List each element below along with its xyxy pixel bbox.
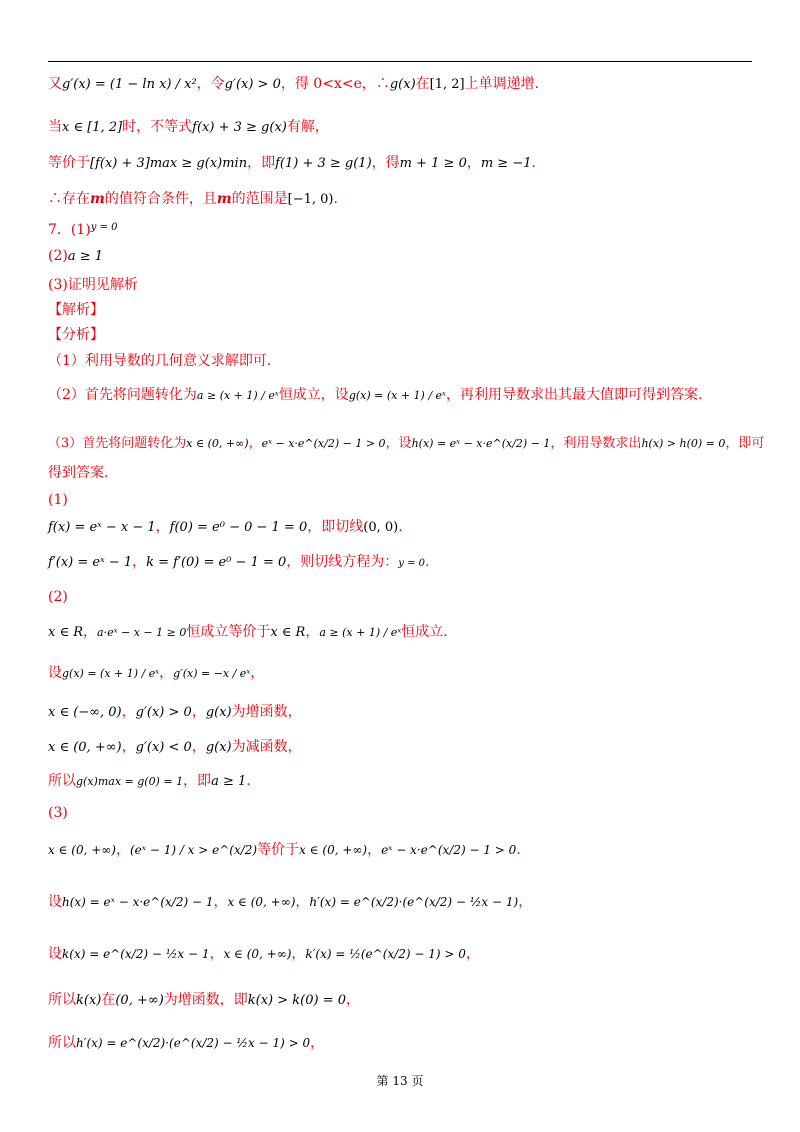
line-14: (1) — [48, 492, 68, 508]
line-22: 所以g(x)max = g(0) = 1，即a ≥ 1. — [48, 773, 251, 789]
formula: k′(x) = ½(e^(x/2) − 1) > 0 — [305, 947, 466, 961]
formula: x ∈ (0, +∞) — [223, 947, 292, 961]
formula: x ∈ (−∞, 0) — [48, 705, 122, 720]
line-11: （2）首先将问题转化为a ≥ (x + 1) / eˣ恒成立，设g(x) = (x + 1) / eˣ，再利用导数求出其最大值即可得到答案. — [48, 387, 703, 403]
line-3: 等价于[f(x) + 3]max ≥ g(x)min，即f(1) + 3 ≥ g(1)，得m + 1 ≥ 0，m ≥ −1. — [48, 155, 536, 171]
line-17: (2) — [48, 589, 68, 605]
formula: h′(x) = e^(x/2)·(e^(x/2) − ½x − 1) > 0 — [76, 1036, 311, 1050]
formula: h(x) = eˣ − x·e^(x/2) − 1 — [411, 437, 551, 450]
line-5: 7．$(1)^{y = 0}$ — [48, 222, 118, 238]
line-4: ∴存在m的值符合条件，且m的范围是[−1, 0). — [48, 191, 338, 207]
formula: g′(x) > 0 — [224, 77, 281, 92]
formula: h(x) = eˣ − x·e^(x/2) − 1 — [62, 895, 214, 909]
formula: a ≥ 1 — [211, 774, 247, 789]
line-18: x ∈ R，a·eˣ − x − 1 ≥ 0恒成立等价于x ∈ R，a ≥ (x + 1) / eˣ恒成立. — [48, 624, 448, 640]
formula: f(x) + 3 ≥ g(x) — [192, 120, 287, 135]
line-1: 又g′(x) = (1 − ln x) / x²，令g′(x) > 0，得 0<x<e，∴g(x)在[1, 2]上单调递增. — [48, 76, 540, 92]
formula: [f(x) + 3]max ≥ g(x)min — [90, 156, 248, 171]
formula: eˣ − x·e^(x/2) − 1 > 0 — [381, 843, 517, 857]
line-25: 设h(x) = eˣ − x·e^(x/2) − 1，x ∈ (0, +∞)，h′(x) = e^(x/2)·(e^(x/2) − ½x − 1)， — [48, 894, 533, 910]
formula: [−1, 0) — [287, 192, 334, 207]
formula: a·eˣ − x − 1 ≥ 0 — [97, 626, 187, 639]
line-9: 【分析】 — [48, 327, 104, 343]
formula: (eˣ − 1) / x > e^(x/2) — [129, 843, 258, 857]
formula: [1, 2] — [429, 77, 465, 92]
formula: (0, +∞) — [115, 993, 164, 1008]
line-7: (3)证明见解析 — [48, 277, 138, 293]
formula: k(x) — [76, 993, 102, 1008]
formula: x ∈ (0, +∞) — [48, 843, 116, 857]
formula: g(x) — [389, 77, 416, 92]
line-26: 设k(x) = e^(x/2) − ½x − 1，x ∈ (0, +∞)，k′(x) = ½(e^(x/2) − 1) > 0， — [48, 946, 480, 962]
formula: g(x) — [205, 740, 232, 755]
formula: h′(x) = e^(x/2)·(e^(x/2) − ½x − 1) — [309, 895, 519, 909]
line-16: f′(x) = eˣ − 1，k = f′(0) = e⁰ − 1 = 0，则切线方程为：y = 0. — [48, 554, 430, 570]
line-19: 设g(x) = (x + 1) / eˣ，g′(x) = −x / eˣ， — [48, 665, 265, 681]
formula: g′(x) = −x / eˣ — [173, 667, 251, 680]
formula: x ∈ (0, +∞) — [227, 895, 296, 909]
page-number: 第 13 页 — [376, 1074, 424, 1088]
formula: g(x)max = g(0) = 1 — [76, 775, 184, 788]
line-6: (2)a ≥ 1 — [48, 248, 104, 264]
line-20: x ∈ (−∞, 0)，g′(x) > 0，g(x)为增函数， — [48, 704, 302, 720]
formula: f(1) + 3 ≥ g(1) — [275, 156, 372, 171]
line-2: 当x ∈ [1, 2]时，不等式f(x) + 3 ≥ g(x)有解， — [48, 119, 329, 135]
header-rule — [48, 61, 752, 62]
formula: y = 0 — [398, 558, 426, 569]
line-23: (3) — [48, 805, 68, 821]
formula: f′(x) = eˣ − 1 — [48, 555, 133, 570]
formula: m + 1 ≥ 0 — [399, 156, 467, 171]
formula: a ≥ 1 — [67, 249, 104, 264]
formula: g(x) = (x + 1) / eˣ — [62, 667, 160, 680]
line-21: x ∈ (0, +∞)，g′(x) < 0，g(x)为减函数， — [48, 739, 302, 755]
formula: h(x) > h(0) = 0 — [641, 437, 726, 450]
line-8: 【解析】 — [48, 302, 104, 318]
line-27: 所以k(x)在(0, +∞)为增函数，即k(x) > k(0) = 0， — [48, 992, 360, 1008]
formula: x ∈ (0, +∞) — [186, 437, 249, 450]
formula: k(x) = e^(x/2) − ½x − 1 — [62, 947, 210, 961]
line-10: （1）利用导数的几何意义求解即可. — [48, 353, 272, 369]
line-13: 得到答案. — [48, 465, 109, 481]
formula: g′(x) < 0 — [135, 740, 192, 755]
formula: g(x) = (x + 1) / eˣ — [348, 389, 446, 402]
formula: a ≥ (x + 1) / eˣ — [196, 389, 279, 402]
formula: k(x) > k(0) = 0 — [247, 993, 346, 1008]
formula: k = f′(0) = e⁰ − 1 = 0 — [146, 555, 287, 570]
formula: x ∈ R — [48, 625, 84, 640]
formula: x ∈ (0, +∞) — [48, 740, 122, 755]
formula: g′(x) > 0 — [135, 705, 192, 720]
line-12: （3）首先将问题转化为x ∈ (0, +∞)，eˣ − x·e^(x/2) − 1 > 0，设h(x) = eˣ − x·e^(x/2) − 1，利用导数求出h(x) > h(0) = 0，即可 — [48, 436, 765, 451]
line-15: f(x) = eˣ − x − 1，f(0) = e⁰ − 0 − 1 = 0，即切线(0, 0). — [48, 519, 403, 535]
formula: m ≥ −1 — [480, 156, 532, 171]
formula: g′(x) = (1 − ln x) / x² — [62, 77, 197, 92]
line-28: 所以h′(x) = e^(x/2)·(e^(x/2) − ½x − 1) > 0， — [48, 1035, 325, 1051]
formula: g(x) — [205, 705, 232, 720]
formula: x ∈ R — [270, 625, 306, 640]
line-24: x ∈ (0, +∞)，(eˣ − 1) / x > e^(x/2)等价于x ∈ (0, +∞)，eˣ − x·e^(x/2) − 1 > 0. — [48, 842, 521, 858]
formula: (0, 0) — [363, 520, 399, 535]
formula: f(x) = eˣ − x − 1 — [48, 520, 156, 535]
formula: a ≥ (x + 1) / eˣ — [319, 626, 402, 639]
formula: x ∈ (0, +∞) — [299, 843, 368, 857]
formula: y = 0 — [90, 222, 118, 233]
formula: x ∈ [1, 2] — [62, 120, 123, 135]
formula: f(0) = e⁰ − 0 − 1 = 0 — [169, 520, 308, 535]
formula: eˣ − x·e^(x/2) − 1 > 0 — [261, 437, 386, 450]
